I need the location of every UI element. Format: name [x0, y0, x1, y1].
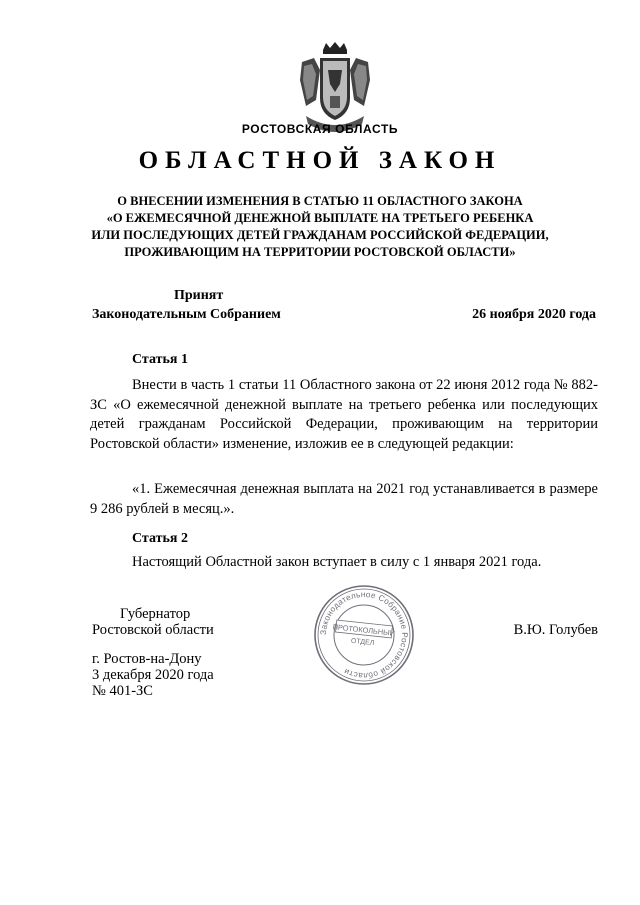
article-1-text: Внести в часть 1 статьи 11 Областного закона от 22 июня 2012 года № 882-ЗС «О ежемесячной денежной выплате на третьего ребенка или последующих детей гражданам Российской Федерации, проживающим на территории Ростовской области» изменение, изложив ее в следующей редакции: — [90, 377, 598, 452]
stamp-center-line-2: ОТДЕЛ — [350, 637, 375, 648]
article-1-heading: Статья 1 — [132, 352, 188, 367]
document-type: ОБЛАСТНОЙ ЗАКОН — [138, 147, 502, 174]
adoption-label: Принят — [174, 288, 224, 303]
adoption-body: Законодательным Собранием — [92, 307, 281, 322]
document-title-line: ИЛИ ПОСЛЕДУЮЩИХ ДЕТЕЙ ГРАЖДАНАМ РОССИЙСКОЙ ФЕДЕРАЦИИ, — [91, 228, 549, 242]
region-name: РОСТОВСКАЯ ОБЛАСТЬ — [241, 122, 399, 136]
place-and-date — [92, 651, 214, 699]
document-title — [80, 193, 560, 261]
document-title-line: ПРОЖИВАЮЩИМ НА ТЕРРИТОРИИ РОСТОВСКОЙ ОБЛАСТИ» — [124, 245, 516, 259]
place-city: г. Ростов-на-Дону — [92, 651, 202, 667]
article-2-heading: Статья 2 — [132, 531, 188, 546]
stamp-ring-text: Законодательное Собрание Ростовской области — [318, 589, 410, 681]
adoption-date: 26 ноября 2020 года — [472, 307, 596, 322]
signatory-name: В.Ю. Голубев — [513, 622, 598, 638]
document-title-line: «О ЕЖЕМЕСЯЧНОЙ ДЕНЕЖНОЙ ВЫПЛАТЕ НА ТРЕТЬЕГО РЕБЕНКА — [106, 211, 534, 225]
adoption-block — [92, 286, 332, 324]
document-title-line: О ВНЕСЕНИИ ИЗМЕНЕНИЯ В СТАТЬЮ 11 ОБЛАСТНОГО ЗАКОНА — [117, 194, 523, 208]
law-number: № 401-ЗС — [92, 683, 153, 699]
article-1-quote: «1. Ежемесячная денежная выплата на 2021 год устанавливается в размере 9 286 рублей в месяц.». — [90, 481, 598, 517]
signing-date: 3 декабря 2020 года — [92, 667, 214, 683]
signatory-title: Губернатор — [120, 606, 191, 622]
signatory-region: Ростовской области — [92, 622, 214, 638]
signatory-position — [92, 606, 242, 638]
article-2-text: Настоящий Областной закон вступает в силу с 1 января 2021 года. — [132, 554, 542, 570]
official-stamp — [312, 583, 416, 687]
stamp-center-line-1: ПРОТОКОЛЬНЫЙ — [332, 622, 396, 638]
